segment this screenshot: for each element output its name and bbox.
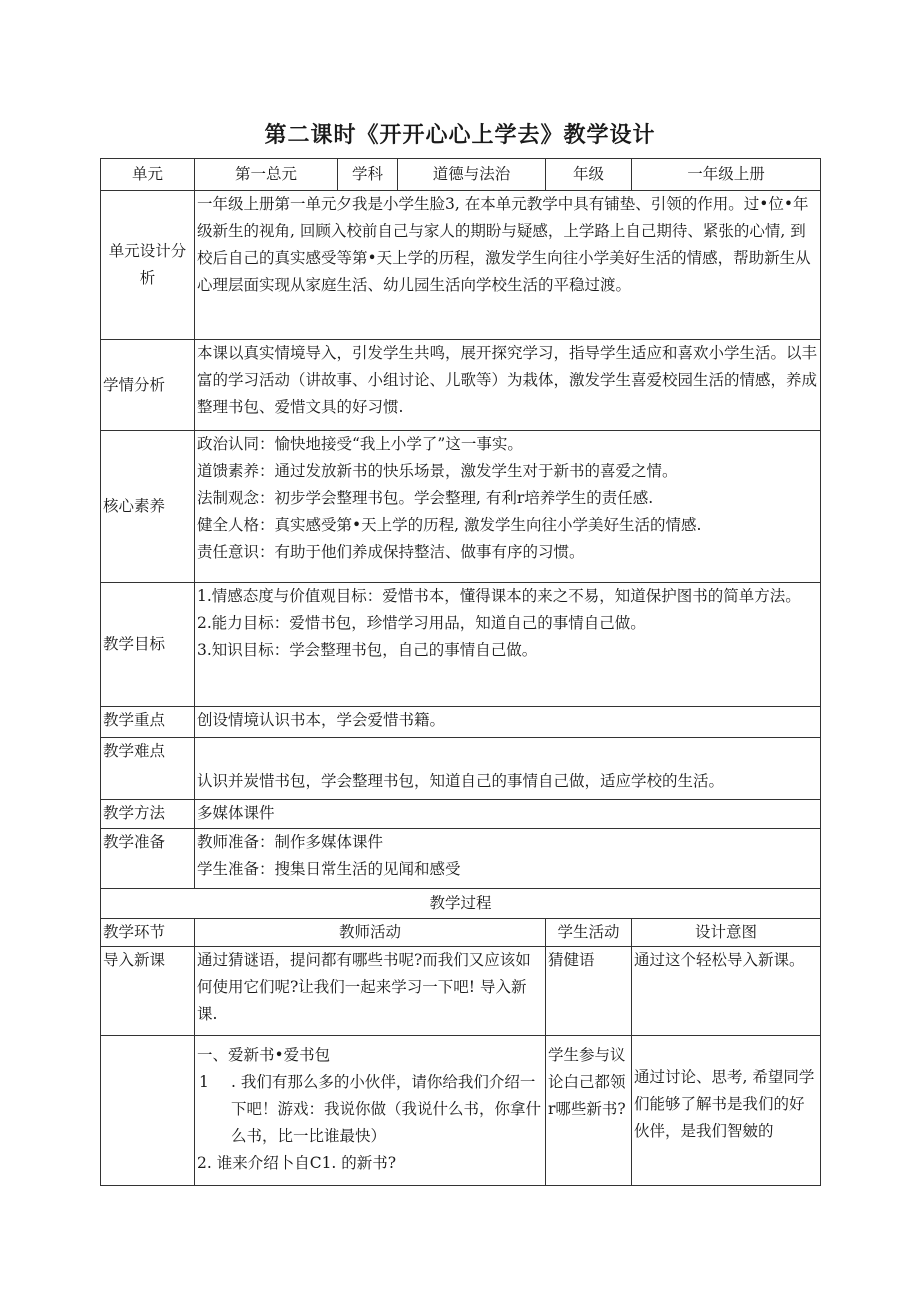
preparation-line: 学生准备：搜集日常生活的见闻和感受 [197, 860, 461, 878]
core-literacy-line: 健全人格：真实感受第•天上学的历程, 激发学生向往小学美好生活的情感. [197, 516, 702, 534]
process-teacher-activity [195, 1036, 546, 1186]
header-row [101, 159, 821, 191]
preparation-row [101, 829, 821, 889]
unit-value: 第一总元 [195, 159, 338, 191]
preparation-line: 教师准备：制作多媒体课件 [197, 833, 384, 851]
learner-analysis-text: 本课以真实情境导入，引发学生共鸣，展开探究学习，指导学生适应和喜欢小学生活。以丰富的学习活动（讲故事、小组讨论、儿歌等）为栽体，激发学生喜爱校园生活的情感，养成整理书包、爱惜文具的好习惯. [195, 340, 821, 431]
objectives-row [101, 583, 821, 707]
difficulties-row [101, 738, 821, 800]
activity-item: 2. 谁来介绍卜自C1. 的新书? [197, 1154, 397, 1172]
preparation-label: 教学准备 [101, 829, 195, 889]
process-heading-row [101, 889, 821, 919]
activity-item-number: 1 [199, 1073, 209, 1091]
core-literacy-row [101, 431, 821, 583]
subject-value: 道德与法治 [398, 159, 546, 191]
process-heading: 教学过程 [101, 889, 821, 919]
core-literacy-label: 核心素养 [101, 431, 195, 583]
learner-analysis-label: 学情分析 [101, 340, 195, 431]
objective-line: 2.能力目标：爱惜书包，珍惜学习用品，知道自己的事情自己做。 [197, 614, 646, 632]
key-points-text: 创设情境认识书本，学会爱惜书籍。 [195, 707, 821, 738]
activity-item-text: . 我们有那么多的小伙伴，请你给我们介绍一下吧！游戏：我说你做（我说什么书，你拿什么书，比一比谁最快） [231, 1073, 542, 1145]
activity-title: 一、爱新书•爱书包 [197, 1046, 331, 1064]
objectives-label: 教学目标 [101, 583, 195, 707]
process-student-activity: 学生参与议论白己都领r哪些新书? [546, 1036, 632, 1186]
process-row [101, 947, 821, 1036]
core-literacy-line: 法制观念：初步学会整理书包。学会整理, 有利r培养学生的责任感. [197, 489, 654, 507]
activity-item [197, 1069, 543, 1150]
objective-line: 1.情感态度与价值观目标：爱惜书本，懂得课本的来之不易，知道保护图书的简单方法。 [197, 587, 801, 605]
methods-text: 多媒体课件 [195, 800, 821, 829]
core-literacy-line: 道馈素养：通过发放新书的快乐场景，激发学生对于新书的喜爱之情。 [197, 462, 678, 480]
process-column-header-row [101, 919, 821, 947]
process-design-intent: 通过这个轻松导入新课。 [632, 947, 821, 1036]
core-literacy-line: 责任意识：有助于他们养成保持整洁、做事有序的习惯。 [197, 543, 585, 561]
col-intent-header: 设计意图 [632, 919, 821, 947]
learner-analysis-row [101, 340, 821, 431]
unit-analysis-label: 单元设计分析 [101, 191, 195, 340]
methods-label: 教学方法 [101, 800, 195, 829]
lesson-plan-table [100, 158, 821, 1186]
difficulties-label: 教学难点 [101, 738, 195, 800]
preparation-content [195, 829, 821, 889]
methods-row [101, 800, 821, 829]
page-title: 第二课时《开开心心上学去》教学设计 [264, 123, 656, 148]
objective-line: 3.知识目标：学会整理书包，自己的事情自己做。 [197, 641, 538, 659]
process-stage: 导入新课 [101, 947, 195, 1036]
core-literacy-content [195, 431, 821, 583]
col-teacher-header: 教师活动 [195, 919, 546, 947]
objectives-content [195, 583, 821, 707]
key-points-label: 教学重点 [101, 707, 195, 738]
process-stage [101, 1036, 195, 1186]
unit-analysis-text: 一年级上册第一单元夕我是小学生脸3, 在本单元教学中具有铺垫、引领的作用。过•位•年级新生的视角, 回顾入校前自己与家人的期盼与疑感，上学路上自己期待、紧张的心情, 到校后自己的真实感受等第•天上学的历程，激发学生向往小学美好生活的情感，帮助新生从心理层面实现从家庭生活、幼儿园生活向学校生活的平稳过渡。 [195, 191, 821, 340]
process-row [101, 1036, 821, 1186]
unit-analysis-row [101, 191, 821, 340]
key-points-row [101, 707, 821, 738]
grade-label: 年级 [546, 159, 632, 191]
process-design-intent: 通过讨论、思考, 希望同学们能够了解书是我们的好伙伴，是我们智皴的 [632, 1036, 821, 1186]
grade-value: 一年级上册 [632, 159, 821, 191]
core-literacy-line: 政治认同：愉快地接受“我上小学了”这一事实。 [197, 435, 523, 453]
col-student-header: 学生活动 [546, 919, 632, 947]
process-teacher-activity: 通过猜谜语，提问都有哪些书呢?而我们又应该如何使用它们呢?让我们一起来学习一下吧! 导入新课. [195, 947, 546, 1036]
unit-label: 单元 [101, 159, 195, 191]
process-student-activity: 猜健语 [546, 947, 632, 1036]
col-stage-header: 教学环节 [101, 919, 195, 947]
subject-label: 学科 [338, 159, 398, 191]
difficulties-text: 认识并炭惜书包，学会整理书包，知道自己的事情自己做，适应学校的生活。 [195, 738, 821, 800]
